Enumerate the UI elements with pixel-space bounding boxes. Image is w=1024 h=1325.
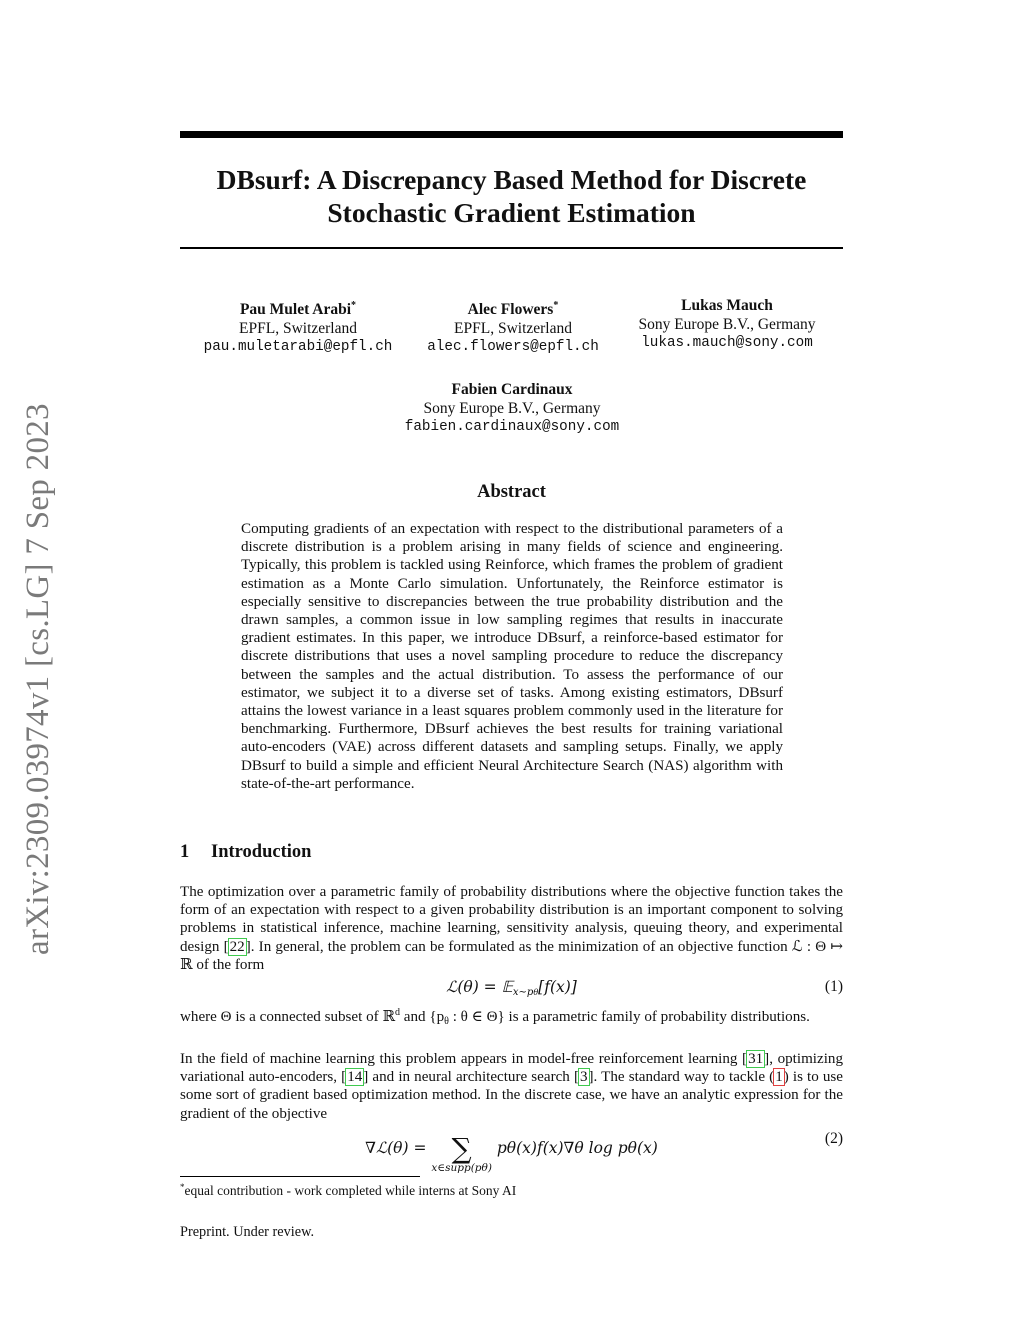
abstract-heading: Abstract (477, 482, 546, 502)
author-name: Fabien Cardinaux (451, 381, 573, 398)
equation-2-number: (2) (824, 1130, 843, 1147)
paper-title (180, 163, 843, 229)
equation-2 (180, 1130, 843, 1174)
author-block-4 (382, 380, 642, 437)
author-affiliation: EPFL, Switzerland (454, 320, 572, 337)
author-name: Alec Flowers* (467, 300, 559, 318)
footnote-rule (180, 1176, 420, 1177)
author-affiliation: EPFL, Switzerland (239, 320, 357, 337)
equation-ref-link[interactable]: 1 (775, 1069, 783, 1086)
abstract-text: Computing gradients of an expectation with respect to the distributional parameters of a discrete distribution is a problem arising in many fields of science and engineering. Typically, this problem is tackled using Reinforce, which frames the problem of gradient estimation as a Monte Carlo simulation. Unfortunately, the Reinforce estimator is especially sensitive to discrepancies between the true probability distribution and the drawn samples, a common issue in low sampling regimes that results in inaccurate gradient estimates. In this paper, we introduce DBsurf, a reinforce-based estimator for discrete distributions that uses a novel sampling procedure to reduce the discrepancy between the samples and the actual distribution. To assess the performance of our estimator, we subject it to a diverse set of tasks. Among existing estimators, DBsurf attains the lowest variance in a least squares problem commonly used in the literature for benchmarking. Furthermore, DBsurf achieves the best results for training variational auto-encoders (VAE) across different datasets and sampling setups. Finally, we apply DBsurf to build a simple and efficient Neural Architecture Search (NAS) algorithm with state-of-the-art performance. (241, 521, 783, 792)
title-line-2: Stochastic Gradient Estimation (327, 197, 696, 228)
section-title: Introduction (211, 842, 312, 862)
citation-link[interactable]: 22 (229, 938, 245, 955)
preprint-footer: Preprint. Under review. (180, 1224, 315, 1240)
citation-link[interactable]: 14 (347, 1069, 363, 1086)
equation-2-body: ∇ℒ(θ) = ∑ x∈supp(pθ) pθ(x)f(x)∇θ log pθ(x) (365, 1132, 658, 1174)
author-name: Pau Mulet Arabi* (239, 300, 357, 318)
author-email[interactable]: pau.muletarabi@epfl.ch (203, 339, 393, 355)
author-affiliation: Sony Europe B.V., Germany (638, 316, 816, 333)
summation: ∑ x∈supp(pθ) (431, 1132, 492, 1174)
equation-1-body: ℒ(θ) = 𝔼$_{x\sim p\theta}$[f(x)] (446, 978, 577, 998)
author-email[interactable]: alec.flowers@epfl.ch (427, 339, 599, 355)
arxiv-identifier: arXiv:2309.03974v1 [cs.LG] 7 Sep 2023 (20, 403, 56, 955)
intro-paragraph-2: where Θ is a connected subset of ℝ$^d$ and {$p_\theta$ : θ ∈ Θ} is a parametric family of probability distributions. (180, 1007, 810, 1027)
equation-1 (180, 978, 843, 1000)
citation-link[interactable]: 3 (579, 1069, 588, 1086)
title-bottom-rule (180, 247, 843, 249)
intro-paragraph-3: In the field of machine learning this problem appears in model-free reinforcement learning [31], optimizing variational auto-encoders, [14] and in neural architecture search [3]. The standard way to tackle (1) is to use some sort of gradient based optimization method. In the discrete case, we have an analytic expression for the gradient of the objective (180, 1051, 844, 1122)
section-heading (180, 842, 311, 863)
author-block-3 (597, 296, 857, 353)
citation-link[interactable]: 31 (748, 1051, 764, 1067)
equation-1-number: (1) (824, 978, 843, 995)
footnote: *equal contribution - work completed while interns at Sony AI (180, 1182, 517, 1198)
author-affiliation: Sony Europe B.V., Germany (423, 400, 601, 417)
author-email[interactable]: lukas.mauch@sony.com (641, 335, 813, 351)
intro-paragraph-1: The optimization over a parametric family of probability distributions where the objective function takes the form of an expectation with respect to a given probability distribution is an important component to solving problems in statistical inference, machine learning, sensitivity analysis, queuing theory, and experimental design [22]. In general, the problem can be formulated as the minimization of an objective function ℒ : Θ ↦ ℝ of the form (180, 884, 843, 973)
title-line-1: DBsurf: A Discrepancy Based Method for Discrete (216, 164, 807, 195)
author-email[interactable]: fabien.cardinaux@sony.com (404, 419, 620, 435)
section-number: 1 (180, 842, 190, 862)
title-top-rule (180, 131, 843, 138)
author-name: Lukas Mauch (681, 297, 773, 314)
